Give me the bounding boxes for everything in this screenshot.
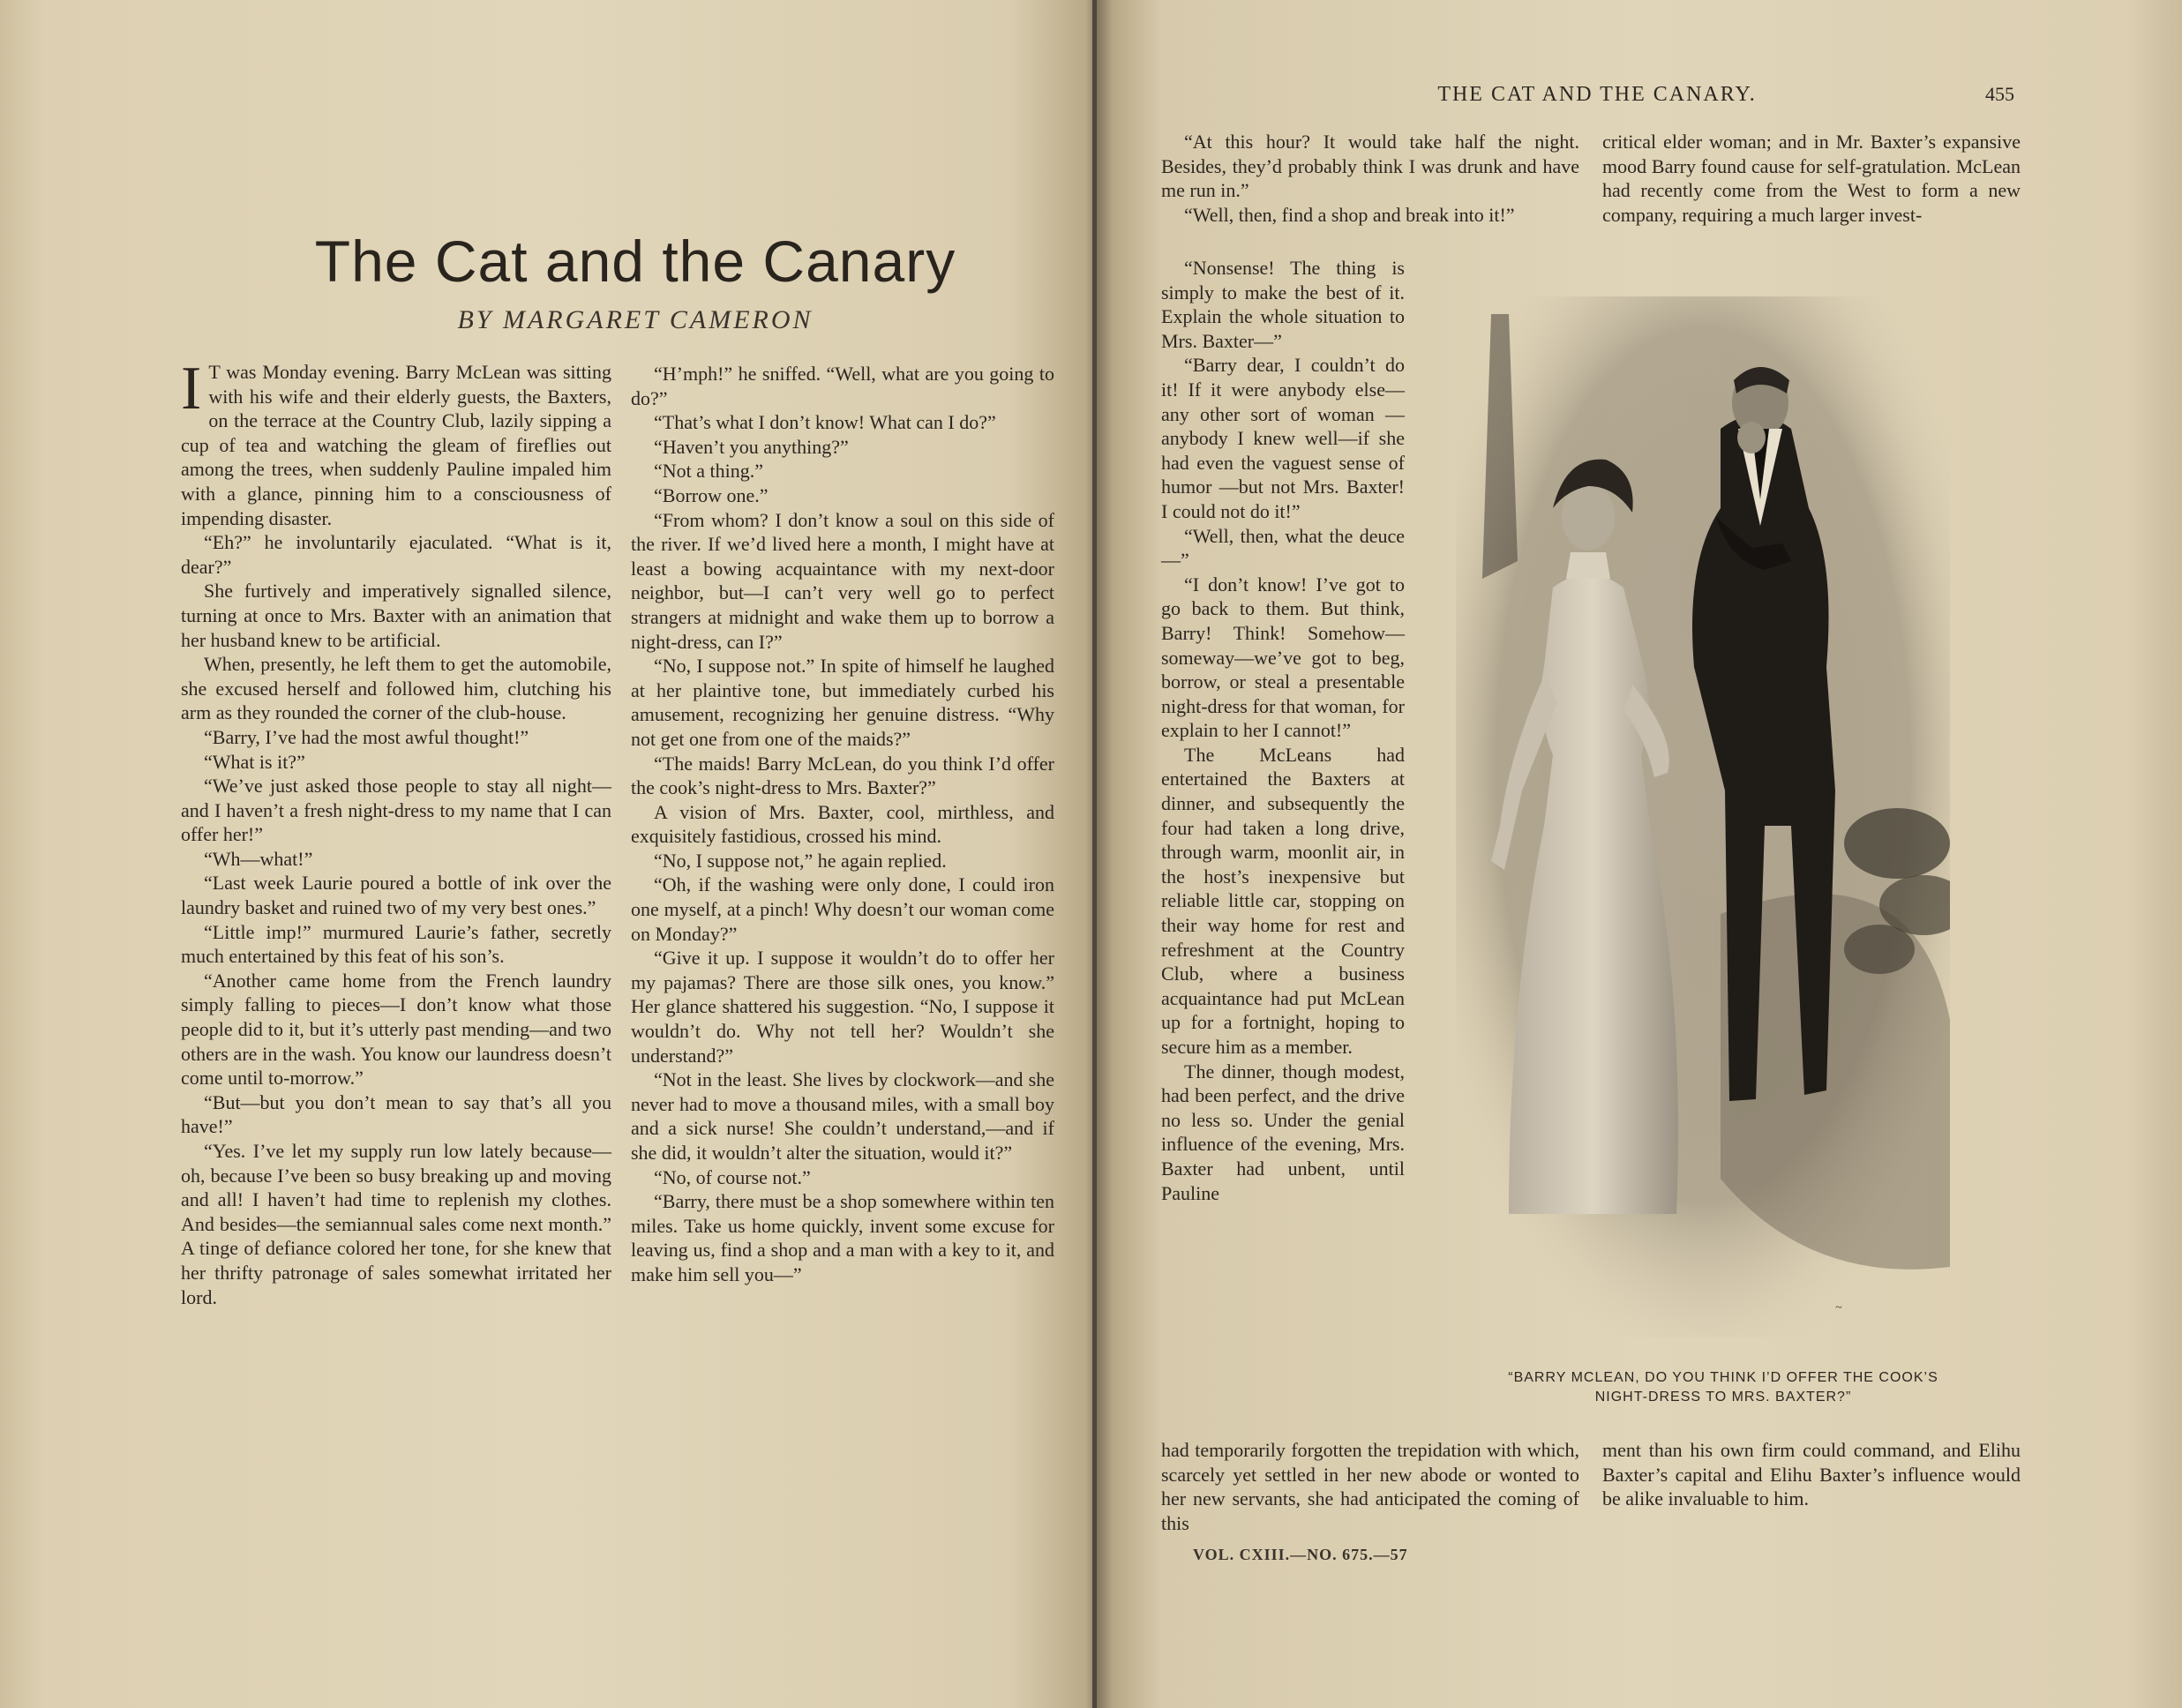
paragraph: “Barry, I’ve had the most awful thought!”: [204, 725, 529, 748]
paragraph: ment than his own firm could command, and Elihu Baxter’s capital and Elihu Baxter’s influence would be alike invaluable to him.: [1602, 1439, 2021, 1510]
paragraph-text: T was Monday evening. Barry McLean was sitting with his wife and their elderly guests, the Baxters, on the terrace at the Country Club, lazily sipping a cup of tea and watching the gleam of fireflies out among the trees, when suddenly Pauline impaled him with a glance, pinning him to a consciousness of impending disaster.: [181, 361, 611, 529]
right-column-1-narrow: [1161, 256, 1405, 1205]
paragraph: “Another came home from the French laundry simply falling to pieces—I don’t know what those people did to it, but it’s utterly past mending—and two others are in the wash. You know our laundress doesn’t come until to-morrow.”: [181, 969, 611, 1090]
illustration-caption: [1472, 1368, 1975, 1407]
paragraph: “I don’t know! I’ve got to go back to them. But think, Barry! Think! Somehow—someway—we’ve got to beg, borrow, or steal a presentable night-dress for that woman, for explain to her I cannot!”: [1161, 573, 1405, 742]
paragraph: “Barry, there must be a shop somewhere within ten miles. Take us home quickly, invent some excuse for leaving us, find a shop and a man with a key to it, and make him sell you—”: [631, 1190, 1054, 1285]
paragraph: “Nonsense! The thing is simply to make the best of it. Explain the whole situation to Mrs. Baxter—”: [1161, 257, 1405, 352]
paragraph: “No, of course not.”: [654, 1165, 811, 1188]
artist-signature: ~: [1835, 1301, 1842, 1315]
paragraph: “We’ve just asked those people to stay all night—and I haven’t a fresh night-dress to my name that I can offer her!”: [181, 775, 611, 846]
illustration: [1456, 296, 1950, 1337]
paragraph: “That’s what I don’t know! What can I do?”: [654, 411, 996, 434]
caption-line: NIGHT-DRESS TO MRS. BAXTER?”: [1594, 1390, 1852, 1405]
drop-cap: I: [181, 355, 202, 423]
paragraph: “Oh, if the washing were only done, I could iron one myself, at a pinch! Why doesn’t our woman come on Monday?”: [631, 873, 1054, 945]
paragraph: She furtively and imperatively signalled silence, turning at once to Mrs. Baxter with an animation that her husband knew to be artificial.: [181, 580, 611, 651]
volume-folio: VOL. CXIII.—NO. 675.—57: [1193, 1546, 1408, 1563]
paragraph: “Well, then, what the deuce—”: [1161, 524, 1405, 572]
paragraph: “H’mph!” he sniffed. “Well, what are you going to do?”: [631, 363, 1054, 409]
paragraph: “Haven’t you anything?”: [654, 435, 849, 458]
paragraph: “Not in the least. She lives by clockwork—and she never had to move a thousand miles, with a small boy and a sick nurse! She couldn’t understand,—and if she did, it wouldn’t alter the situation, would it?”: [631, 1068, 1054, 1164]
right-column-2-top: [1602, 130, 2021, 227]
article-byline: BY MARGARET CAMERON: [457, 305, 814, 334]
paragraph: “Yes. I’ve let my supply run low lately because—oh, because I’ve been so busy breaking up and moving and all! I haven’t had time to replenish my clothes. And besides—the semiannual sales come next month.” A tinge of defiance colored her tone, for she knew that her thrifty patronage of sales somewhat irritated her lord.: [181, 1140, 611, 1308]
page-number: 455: [1985, 83, 2014, 105]
paragraph: “Little imp!” murmured Laurie’s father, secretly much entertained by this feat of his son’s.: [181, 920, 611, 968]
running-head: THE CAT AND THE CANARY.: [1437, 83, 1757, 106]
paragraph: “But—but you don’t mean to say that’s all you have!”: [181, 1090, 611, 1138]
opening-paragraph: [181, 355, 611, 530]
paragraph: “What is it?”: [204, 750, 305, 773]
paragraph: “From whom? I don’t know a soul on this side of the river. If we’d lived here a month, I might have at least a bowing acquaintance with my next-door neighbor, but—I can’t very well go to perfect strangers at midnight and wake them up to borrow a night-dress, can I?”: [631, 508, 1054, 653]
left-column-2: [631, 362, 1054, 1287]
paragraph: “Barry dear, I couldn’t do it! If it were anybody else—any other sort of woman — anybody I knew well—if she had even the vaguest sense of humor —but not Mrs. Baxter! I could not do it!”: [1161, 354, 1405, 522]
paragraph: “No, I suppose not,” he again replied.: [654, 849, 947, 872]
paragraph: critical elder woman; and in Mr. Baxter’s expansive mood Barry found cause for self-gratulation. McLean had recently come from the West to form a new company, requiring a much larger invest-: [1602, 131, 2021, 226]
paragraph: The dinner, though modest, had been perfect, and the drive no less so. Under the genial influence of the evening, Mrs. Baxter had unbent, until Pauline: [1161, 1060, 1405, 1204]
paragraph: “No, I suppose not.” In spite of himself he laughed at her plaintive tone, but immediately curbed his amusement, recognizing her genuine distress. “Why not get one from one of the maids?”: [631, 655, 1054, 750]
right-column-1-top: [1161, 130, 1579, 227]
paragraph: “The maids! Barry McLean, do you think I’d offer the cook’s night-dress to Mrs. Baxter?”: [631, 752, 1054, 799]
left-column-1: [181, 355, 611, 1309]
paragraph: A vision of Mrs. Baxter, cool, mirthless, and exquisitely fastidious, crossed his mind.: [631, 800, 1054, 848]
article-title: The Cat and the Canary: [314, 228, 956, 294]
paragraph: “Give it up. I suppose it wouldn’t do to offer her my pajamas? There are those silk ones, you know.” Her glance shattered his suggestion. “No, I suppose it wouldn’t do. Why not tell her? Wouldn’t she understand?”: [631, 947, 1054, 1067]
paragraph: “Wh—what!”: [204, 847, 313, 870]
caption-line: “BARRY MCLEAN, DO YOU THINK I’D OFFER THE COOK’S: [1508, 1370, 1938, 1385]
right-column-2-bottom: [1602, 1438, 2021, 1511]
paragraph: When, presently, he left them to get the automobile, she excused herself and followed him, clutching his arm as they rounded the corner of the club-house.: [181, 653, 611, 724]
paragraph: had temporarily forgotten the trepidation with which, scarcely yet settled in her new abode or wonted to her new servants, she had anticipated the coming of this: [1161, 1439, 1579, 1534]
paragraph: “At this hour? It would take half the night. Besides, they’d probably think I was drunk and have me run in.”: [1161, 131, 1579, 202]
paragraph: “Last week Laurie poured a bottle of ink over the laundry basket and ruined two of my very best ones.”: [181, 872, 611, 919]
paragraph: “Borrow one.”: [654, 483, 769, 506]
paragraph: “Eh?” he involuntarily ejaculated. “What is it, dear?”: [181, 531, 611, 578]
paragraph: The McLeans had entertained the Baxters at dinner, and subsequently the four had taken a long drive, through warm, moonlit air, in the host’s inexpensive but reliable little car, stopping on their way home for rest and refreshment at the Country Club, where a business acquaintance had put McLean up for a fortnight, hoping to secure him as a member.: [1161, 743, 1405, 1058]
paragraph: “Well, then, find a shop and break into it!”: [1184, 203, 1515, 226]
right-column-1-bottom: [1161, 1438, 1579, 1535]
paragraph: “Not a thing.”: [654, 460, 764, 483]
